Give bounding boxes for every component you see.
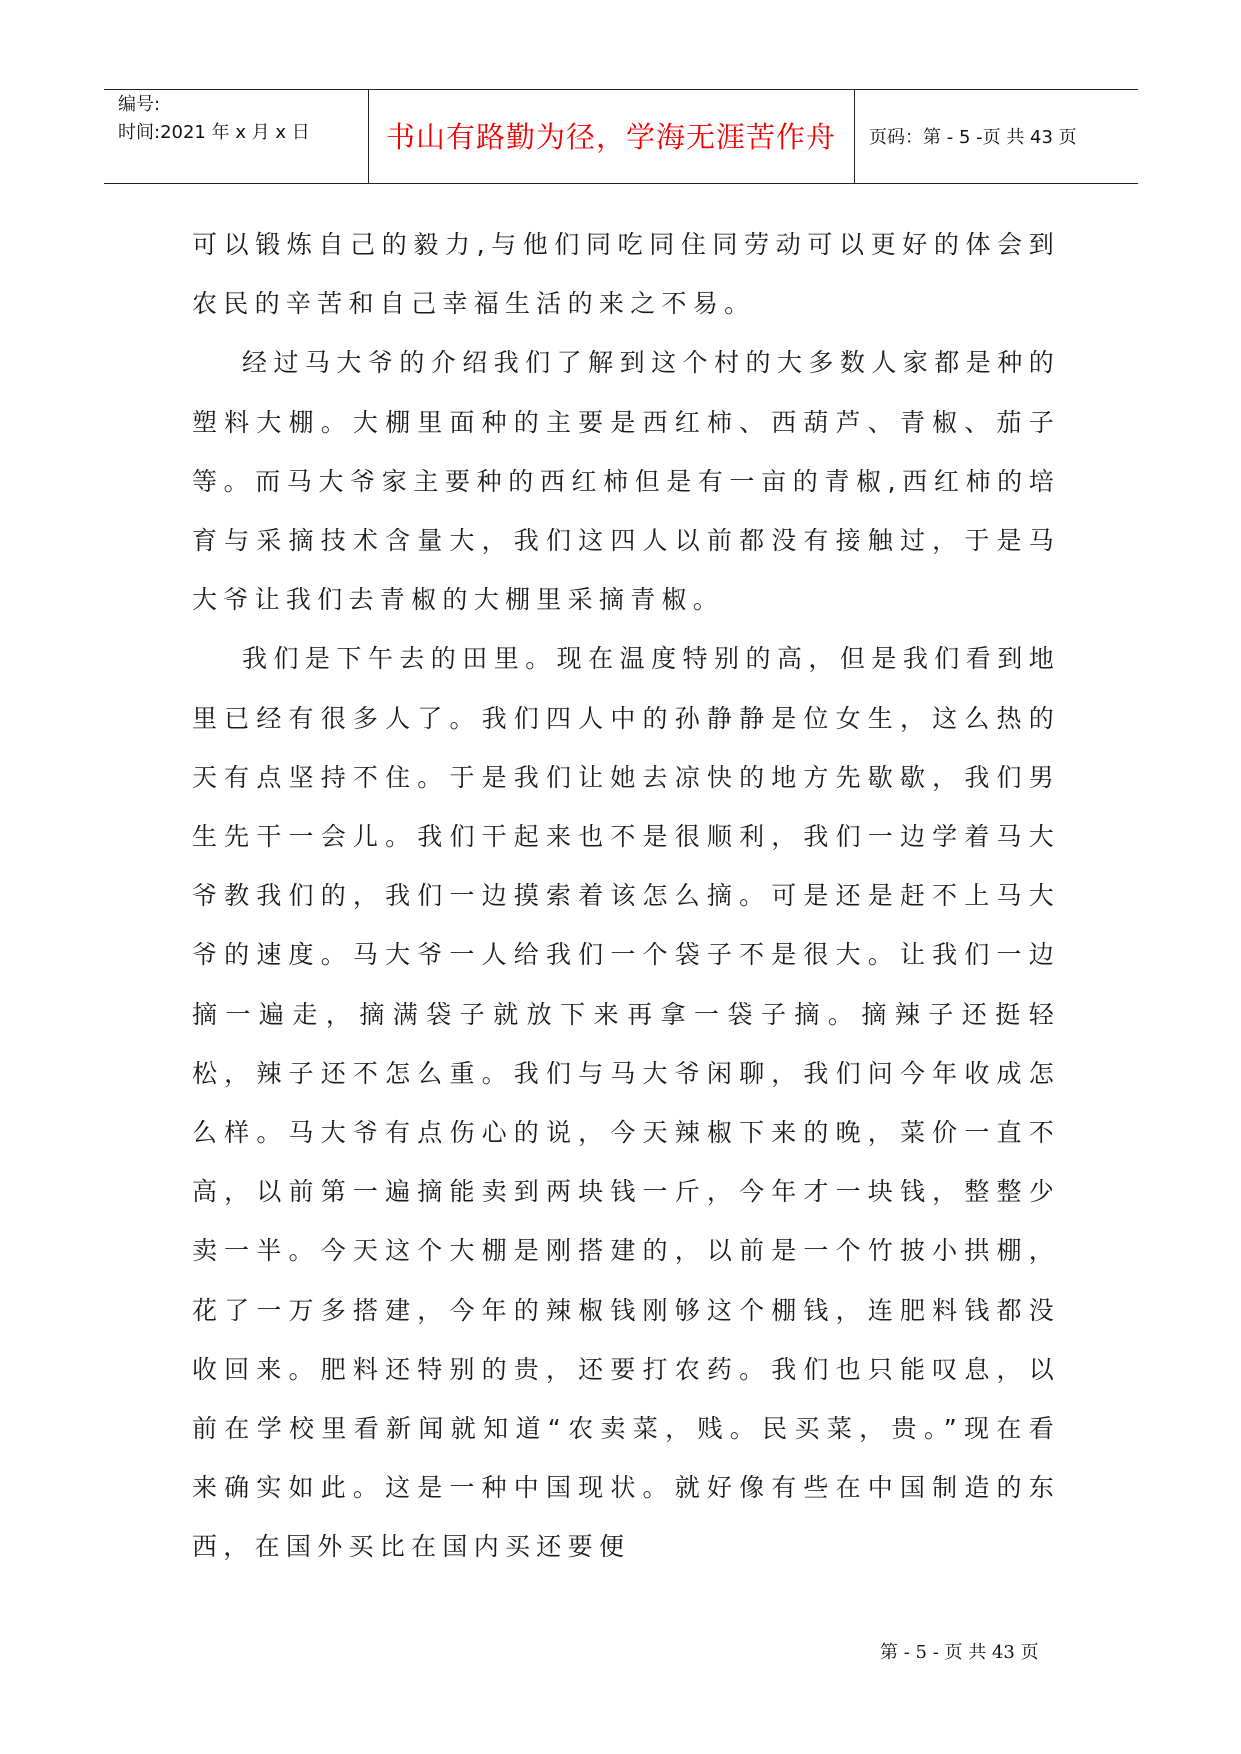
document-body <box>192 215 1060 1577</box>
page-footer: 第 - 5 - 页 共 43 页 <box>880 1642 1039 1663</box>
page-header <box>104 89 1138 184</box>
body-paragraph: 经过马大爷的介绍我们了解到这个村的大多数人家都是种的塑料大棚。大棚里面种的主要是西红柿、西葫芦、青椒、茄子等。而马大爷家主要种的西红柿但是有一亩的青椒,西红柿的培育与采摘技术含量大，我们这四人以前都没有接触过，于是马大爷让我们去青椒的大棚里采摘青椒。 <box>192 348 1060 615</box>
header-right-cell <box>855 90 1138 183</box>
header-motto: 书山有路勤为径，学海无涯苦作舟 <box>385 120 836 154</box>
body-paragraph: 可以锻炼自己的毅力,与他们同吃同住同劳动可以更好的体会到农民的辛苦和自己幸福生活的来之不易。 <box>192 230 1060 319</box>
document-number-label: 编号: <box>118 94 161 115</box>
document-time-label: 时间:2021 年 x 月 x 日 <box>118 122 310 143</box>
body-paragraph: 我们是下午去的田里。现在温度特别的高，但是我们看到地里已经有很多人了。我们四人中的孙静静是位女生，这么热的天有点坚持不住。于是我们让她去凉快的地方先歇歇，我们男生先干一会儿。我们干起来也不是很顺利，我们一边学着马大爷教我们的，我们一边摸索着该怎么摘。可是还是赶不上马大爷的速度。马大爷一人给我们一个袋子不是很大。让我们一边摘一遍走，摘满袋子就放下来再拿一袋子摘。摘辣子还挺轻松，辣子还不怎么重。我们与马大爷闲聊，我们问今年收成怎么样。马大爷有点伤心的说，今天辣椒下来的晚，菜价一直不高，以前第一遍摘能卖到两块钱一斤，今年才一块钱，整整少卖一半。今天这个大棚是刚搭建的，以前是一个竹披小拱棚，花了一万多搭建，今年的辣椒钱刚够这个棚钱，连肥料钱都没收回来。肥料还特别的贵，还要打农药。我们也只能叹息，以前在学校里看新闻就知道“农卖菜，贱。民买菜，贵。”现在看来确实如此。这是一种中国现状。就好像有些在中国制造的东西，在国外买比在国内买还要便 <box>192 644 1060 1562</box>
header-left-cell <box>104 90 369 183</box>
header-middle-cell <box>368 90 855 183</box>
header-page-info: 页码：第 - 5 -页 共 43 页 <box>869 127 1077 148</box>
